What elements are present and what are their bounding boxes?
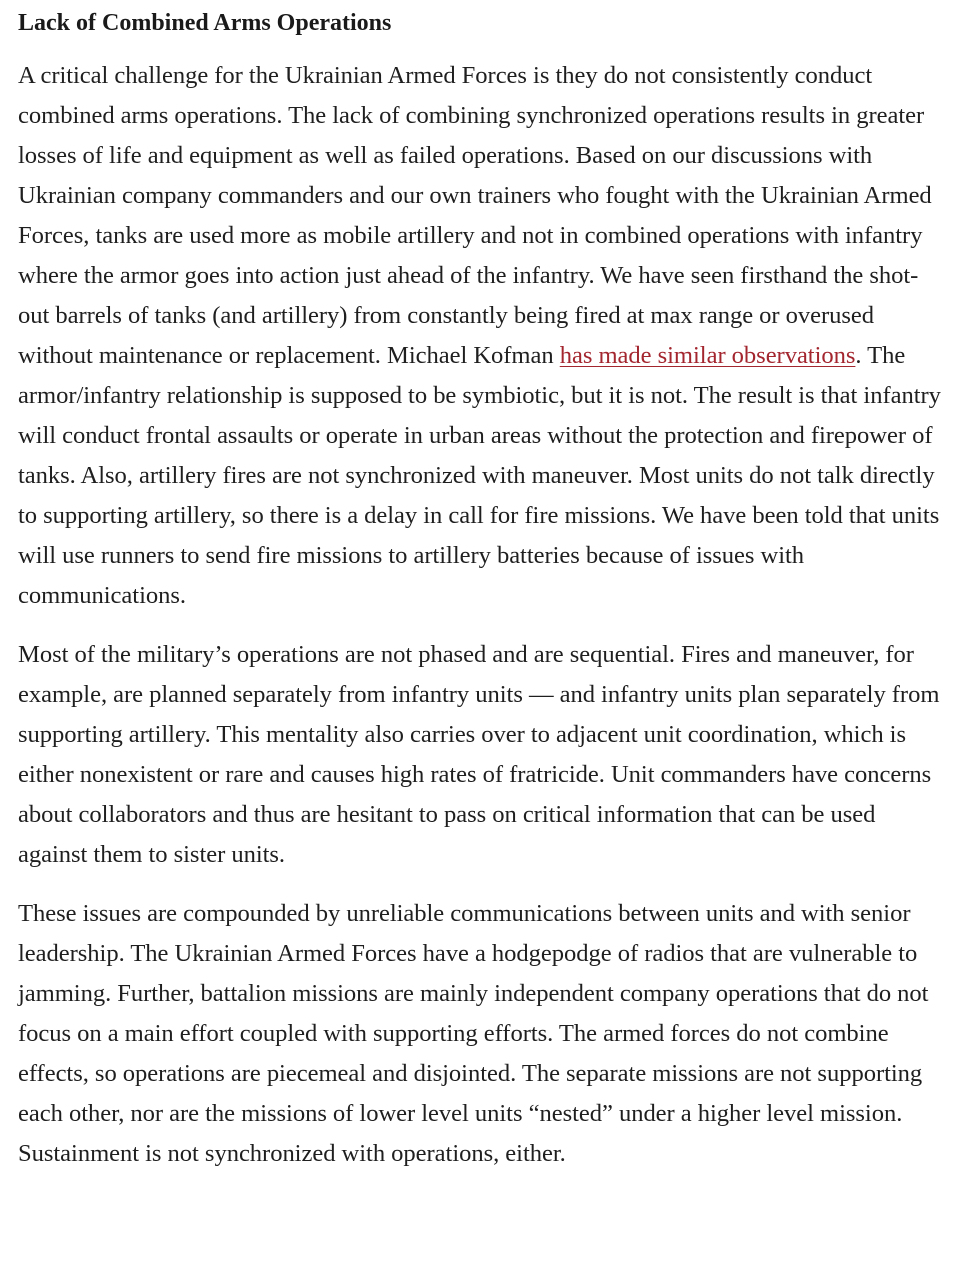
section-heading: Lack of Combined Arms Operations — [18, 10, 392, 36]
similar-observations-link[interactable]: has made similar observations — [559, 342, 856, 369]
paragraph-2: Most of the military’s operations are not phased and are sequential. Fires and maneuver, for example, are planned separately from infantry units — and infantry units plan separately from supporting artillery. This mentality also carries over to adjacent unit coordination, which is either nonexistent or rare and causes high rates of fratricide. Unit commanders have concerns about collaborators and thus are hesitant to pass on critical information that can be used against them to sister units. — [18, 641, 940, 868]
paragraph-3: These issues are compounded by unreliable communications between units and with senior leadership. The Ukrainian Armed Forces have a hodgepodge of radios that are vulnerable to jamming. Further, battalion missions are mainly independent company operations that do not focus on a main effort coupled with supporting efforts. The armed forces do not combine effects, so operations are piecemeal and disjointed. The separate missions are not supporting each other, nor are the missions of lower level units “nested” under a higher level mission. Sustainment is not synchronized with operations, either. — [18, 900, 929, 1167]
article — [18, 6, 948, 1193]
paragraph-1-text-end: . The armor/infantry relationship is supposed to be symbiotic, but it is not. The result is that infantry will conduct frontal assaults or operate in urban areas without the protection and firepower of tanks. Also, artillery fires are not synchronized with maneuver. Most units do not talk directly to supporting artillery, so there is a delay in call for fire missions. We have been told that units will use runners to send fire missions to artillery batteries because of issues with communications. — [18, 342, 941, 609]
paragraph-1 — [18, 56, 948, 616]
paragraph-1-text-start: A critical challenge for the Ukrainian Armed Forces is they do not consistently conduct combined arms operations. The lack of combining synchronized operations results in greater losses of life and equipment as well as failed operations. Based on our discussions with Ukrainian company commanders and our own trainers who fought with the Ukrainian Armed Forces, tanks are used more as mobile artillery and not in combined operations with infantry where the armor goes into action just ahead of the infantry. We have seen firsthand the shot-out barrels of tanks (and artillery) from constantly being fired at max range or overused without maintenance or replacement. Michael Kofman — [18, 62, 932, 369]
